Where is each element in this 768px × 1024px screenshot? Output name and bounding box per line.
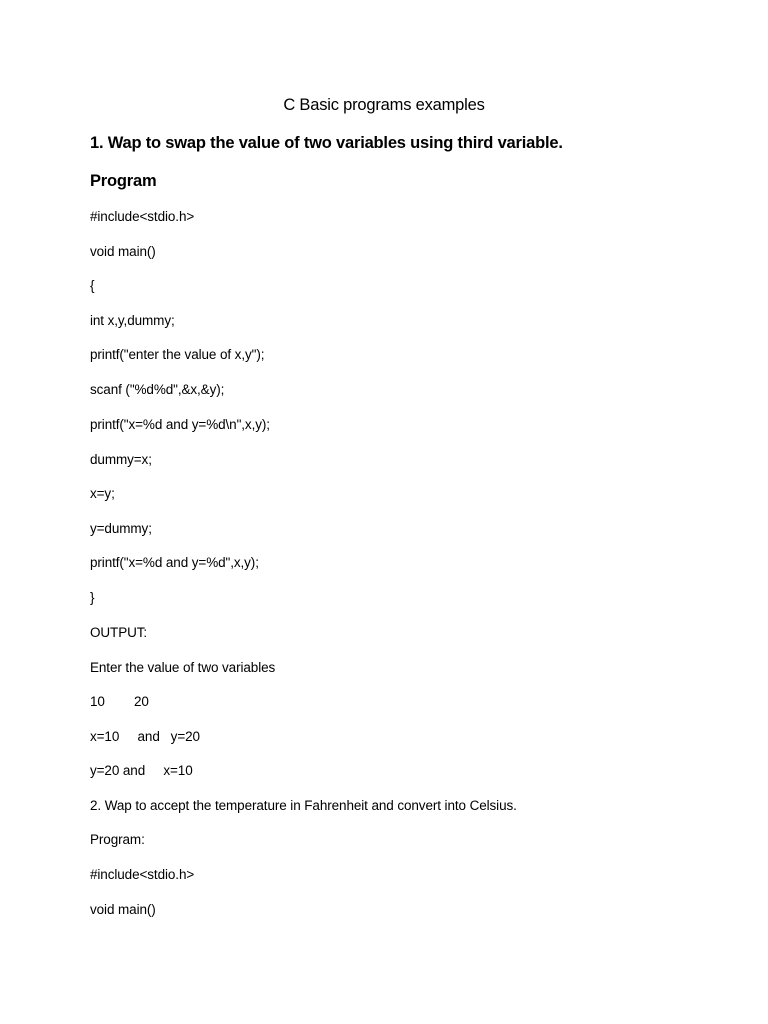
output-line: 10 20 [90, 694, 149, 709]
code-line: #include<stdio.h> [90, 209, 195, 224]
code-line: x=y; [90, 486, 115, 501]
code-line: dummy=x; [90, 452, 152, 467]
output-line: y=20 and x=10 [90, 763, 193, 778]
code-line: printf("x=%d and y=%d\n",x,y); [90, 417, 270, 432]
code-line: void main() [90, 244, 156, 259]
section-2-heading: 2. Wap to accept the temperature in Fahrenheit and convert into Celsius. [90, 798, 517, 813]
code-line: printf("enter the value of x,y"); [90, 347, 265, 362]
code-line: printf("x=%d and y=%d",x,y); [90, 555, 259, 570]
code-line: scanf ("%d%d",&x,&y); [90, 382, 225, 397]
code-line: void main() [90, 902, 156, 917]
output-line: x=10 and y=20 [90, 729, 200, 744]
code-line: } [90, 590, 95, 605]
document-title: C Basic programs examples [283, 96, 485, 114]
code-line: int x,y,dummy; [90, 313, 175, 328]
program-heading: Program [90, 172, 157, 190]
code-line: #include<stdio.h> [90, 867, 195, 882]
output-label: OUTPUT: [90, 625, 148, 640]
program-label: Program: [90, 832, 145, 847]
section-1-heading: 1. Wap to swap the value of two variables using third variable. [90, 134, 563, 152]
code-line: { [90, 278, 95, 293]
code-line: y=dummy; [90, 521, 152, 536]
output-line: Enter the value of two variables [90, 660, 276, 675]
